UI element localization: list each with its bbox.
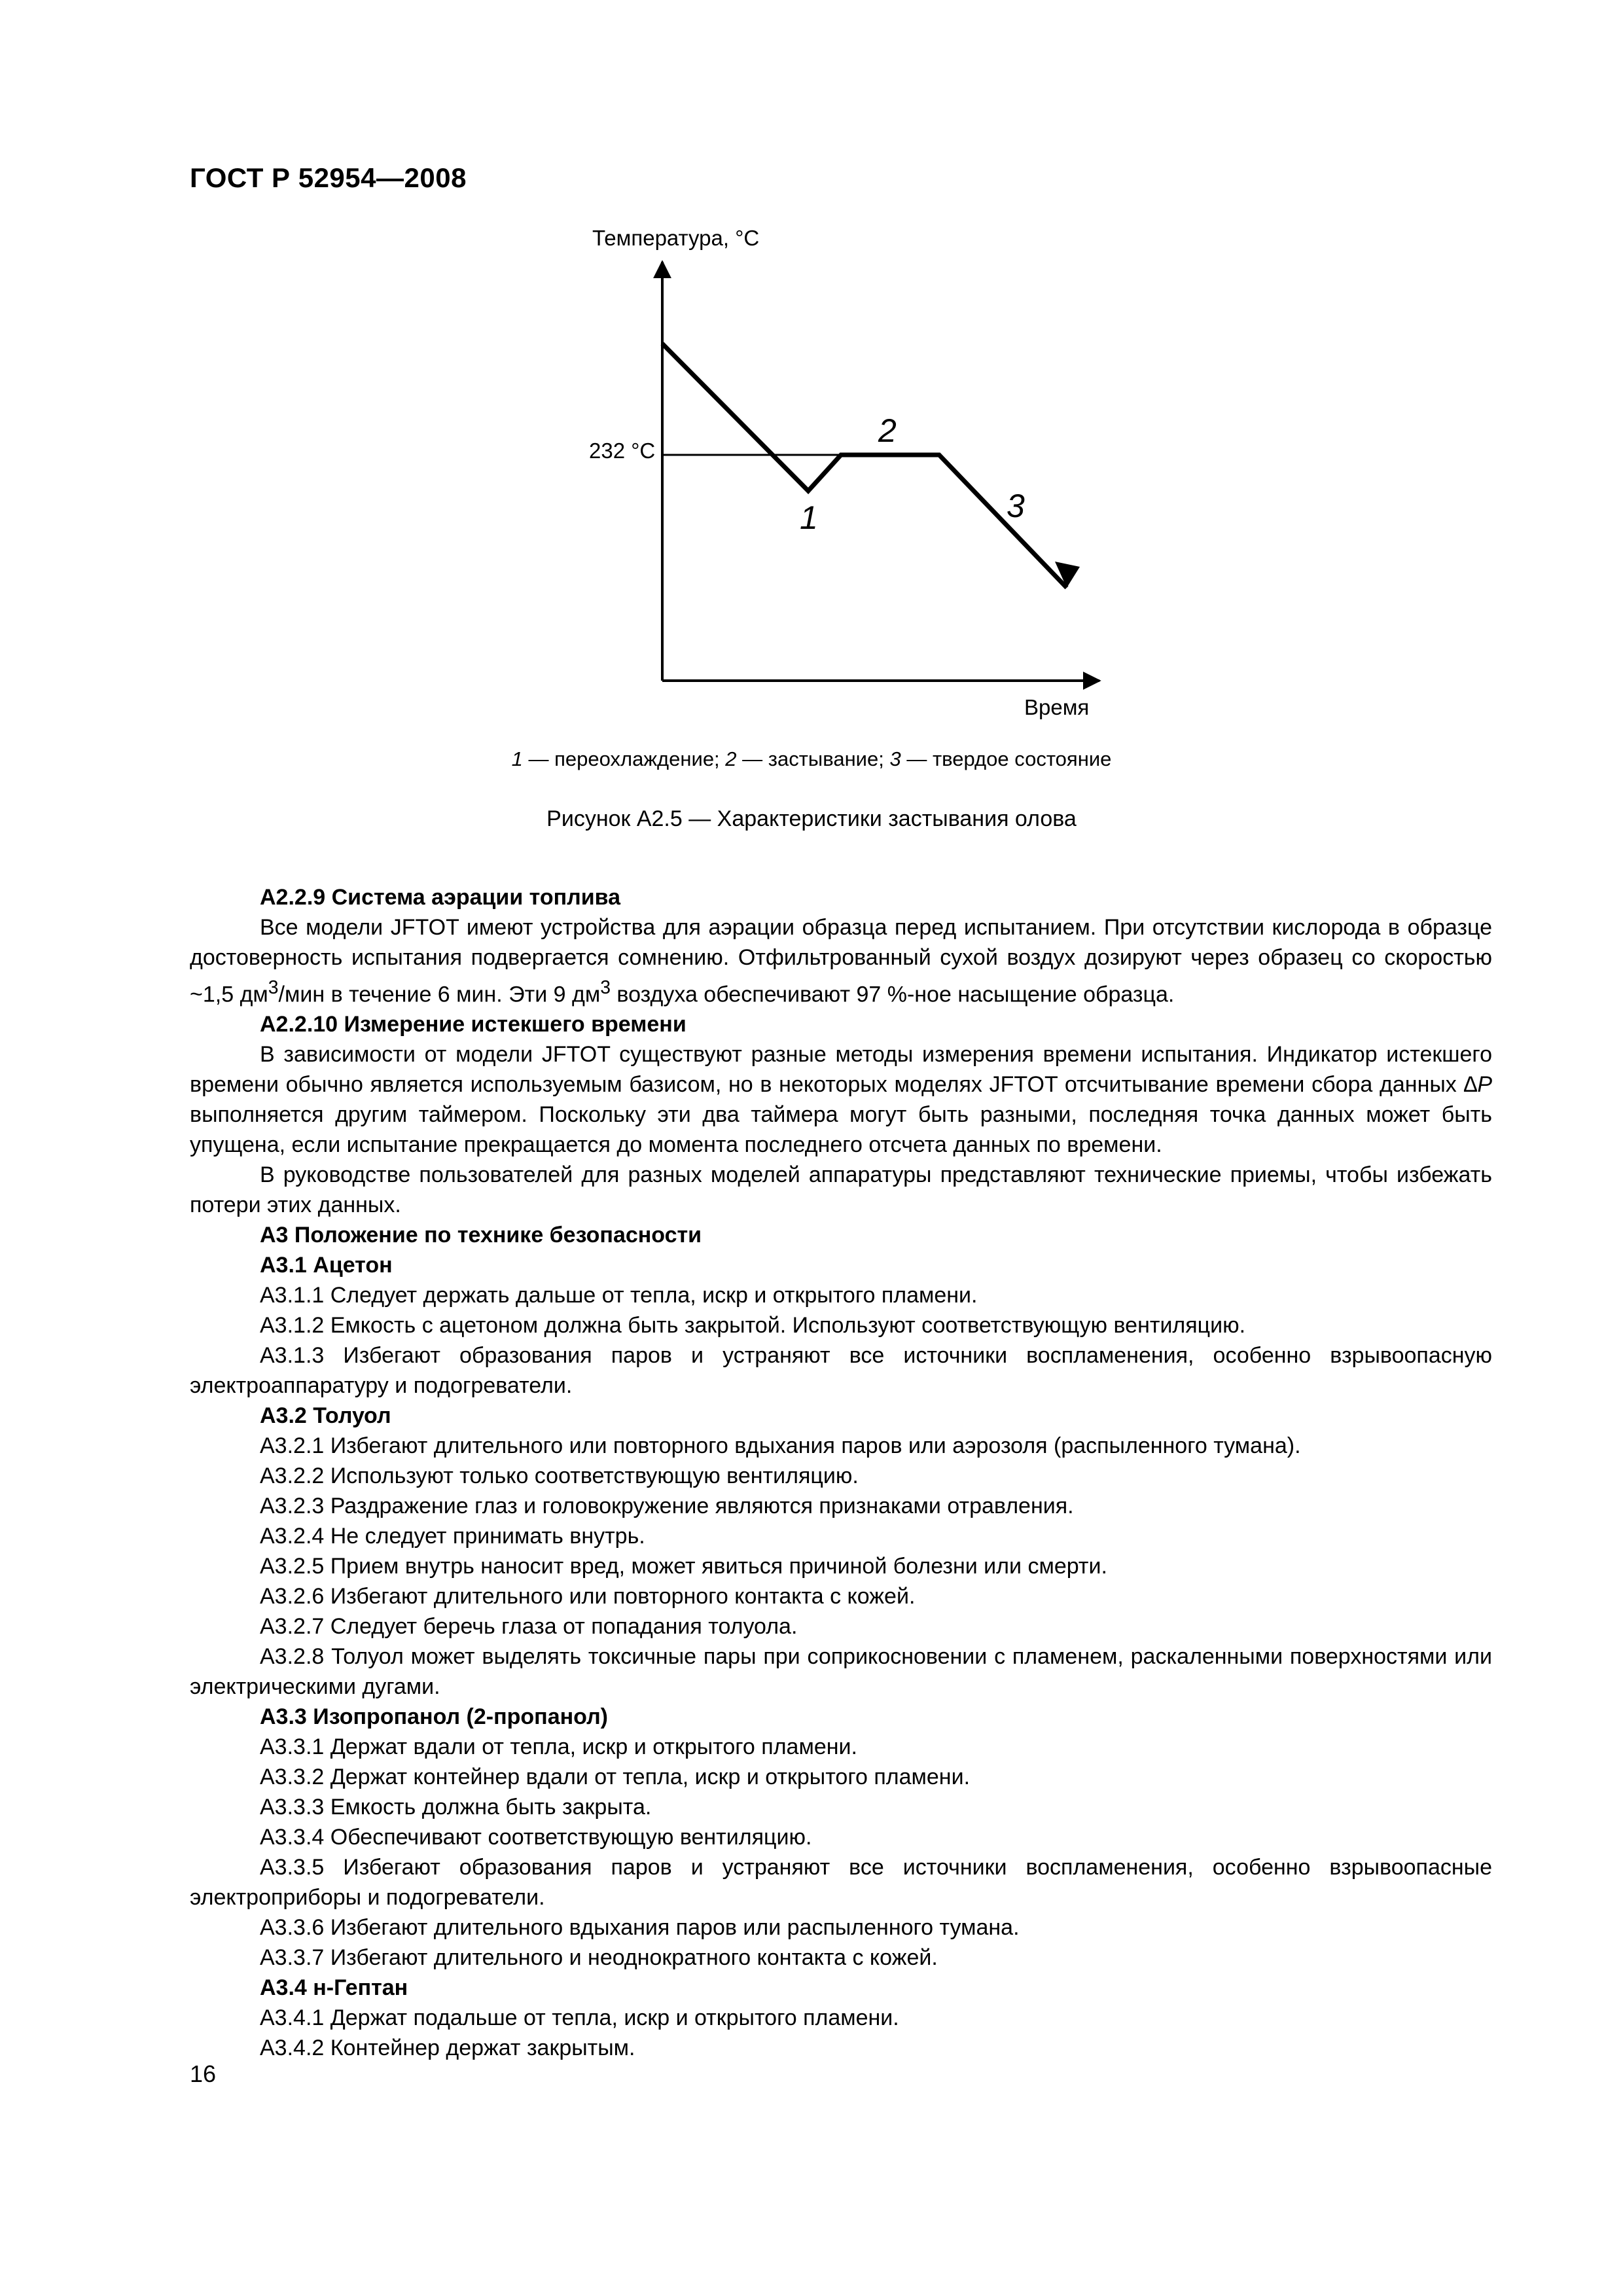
x-axis-label: Время: [1024, 695, 1090, 719]
paragraph: В руководстве пользователей для разных моделей аппаратуры представляют технические приемы, чтобы избежать потери этих данных.: [190, 1162, 1492, 1218]
list-item: А3.1.2 Емкость с ацетоном должна быть закрытой. Используют соответствующую вентиляцию.: [260, 1313, 1246, 1338]
marker-1: 1: [800, 499, 818, 536]
list-item: А3.3.6 Избегают длительного вдыхания паров или распыленного тумана.: [260, 1915, 1020, 1941]
list-item: А3.3.4 Обеспечивают соответствующую вентиляцию.: [260, 1825, 812, 1850]
list-item: А3.1.3 Избегают образования паров и устраняют все источники воспламенения, особенно взрывоопасную электроаппаратуру и подогреватели.: [190, 1343, 1492, 1399]
section-heading: А3.3 Изопропанол (2-пропанол): [260, 1704, 608, 1730]
figure-caption: Рисунок А2.5 — Характеристики застывания олова: [546, 806, 1077, 831]
y-tick-232: 232 °С: [589, 439, 656, 463]
list-item: А3.3.3 Емкость должна быть закрыта.: [260, 1795, 652, 1820]
section-heading: А3.2 Толуол: [260, 1403, 391, 1429]
list-item: А3.3.5 Избегают образования паров и устраняют все источники воспламенения, особенно взрывоопасные электроприборы и подогреватели.: [190, 1855, 1492, 1910]
paragraph: В зависимости от модели JFTOT существуют разные методы измерения времени испытания. Индикатор истекшего времени обычно является используемым базисом, но в некоторых моделях JFTOT отсчитывание времени сбора данных ∆P выполняется другим таймером. Поскольку эти два таймера могут быть разными, последняя точка данных может быть упущена, если испытание прекращается до момента последнего отсчета данных по времени.: [190, 1042, 1492, 1158]
list-item: А3.2.7 Следует беречь глаза от попадания толуола.: [260, 1614, 798, 1640]
page-number: 16: [190, 2060, 217, 2087]
list-item: А3.2.6 Избегают длительного или повторного контакта с кожей.: [260, 1584, 916, 1609]
list-item: А3.2.4 Не следует принимать внутрь.: [260, 1524, 645, 1549]
document-header: ГОСТ Р 52954—2008: [190, 162, 467, 193]
list-item: А3.2.1 Избегают длительного или повторного вдыхания паров или аэрозоля (распыленного тумана).: [260, 1433, 1301, 1459]
list-item: А3.2.2 Используют только соответствующую вентиляцию.: [260, 1463, 859, 1489]
section-heading: А3.4 н-Гептан: [260, 1975, 408, 2001]
section-heading: А2.2.10 Измерение истекшего времени: [260, 1012, 687, 1037]
marker-3: 3: [1007, 488, 1025, 524]
y-axis-label: Температура, °С: [592, 226, 760, 250]
section-heading: А3.1 Ацетон: [260, 1253, 393, 1278]
list-item: А3.1.1 Следует держать дальше от тепла, искр и открытого пламени.: [260, 1283, 978, 1308]
marker-2: 2: [878, 412, 897, 449]
list-item: А3.4.1 Держат подальше от тепла, искр и открытого пламени.: [260, 2005, 899, 2031]
section-heading: А2.2.9 Система аэрации топлива: [260, 885, 621, 910]
list-item: А3.3.2 Держат контейнер вдали от тепла, искр и открытого пламени.: [260, 1765, 971, 1790]
list-item: А3.2.5 Прием внутрь наносит вред, может явиться причиной болезни или смерти.: [260, 1554, 1107, 1579]
solidification-figure: [563, 216, 1152, 740]
figure-legend: 1 — переохлаждение; 2 — застывание; 3 — твердое состояние: [511, 747, 1112, 770]
list-item: А3.4.2 Контейнер держат закрытым.: [260, 2036, 635, 2061]
solidification-diagram: [563, 216, 1152, 740]
paragraph: Все модели JFTOT имеют устройства для аэрации образца перед испытанием. При отсутствии кислорода в образце достоверность испытания подвергается сомнению. Отфильтрованный сухой воздух дозируют через образец со скоростью ~1,5 $дм^3$/мин в течение 6 мин. Эти 9 $дм^3$ воздуха обеспечивают 97 %-ное насыщение образца.: [190, 915, 1492, 1007]
list-item: А3.2.8 Толуол может выделять токсичные пары при соприкосновении с пламенем, раскаленными поверхностями или электрическими дугами.: [190, 1644, 1492, 1700]
list-item: А3.3.7 Избегают длительного и неоднократного контакта с кожей.: [260, 1945, 938, 1971]
section-heading: А3 Положение по технике безопасности: [260, 1223, 702, 1248]
list-item: А3.3.1 Держат вдали от тепла, искр и открытого пламени.: [260, 1734, 857, 1760]
document-body: [190, 882, 1492, 2063]
list-item: А3.2.3 Раздражение глаз и головокружение являются признаками отравления.: [260, 1494, 1074, 1519]
cooling-curve: [662, 344, 1067, 588]
cooling-curve-arrow: [1055, 562, 1080, 588]
